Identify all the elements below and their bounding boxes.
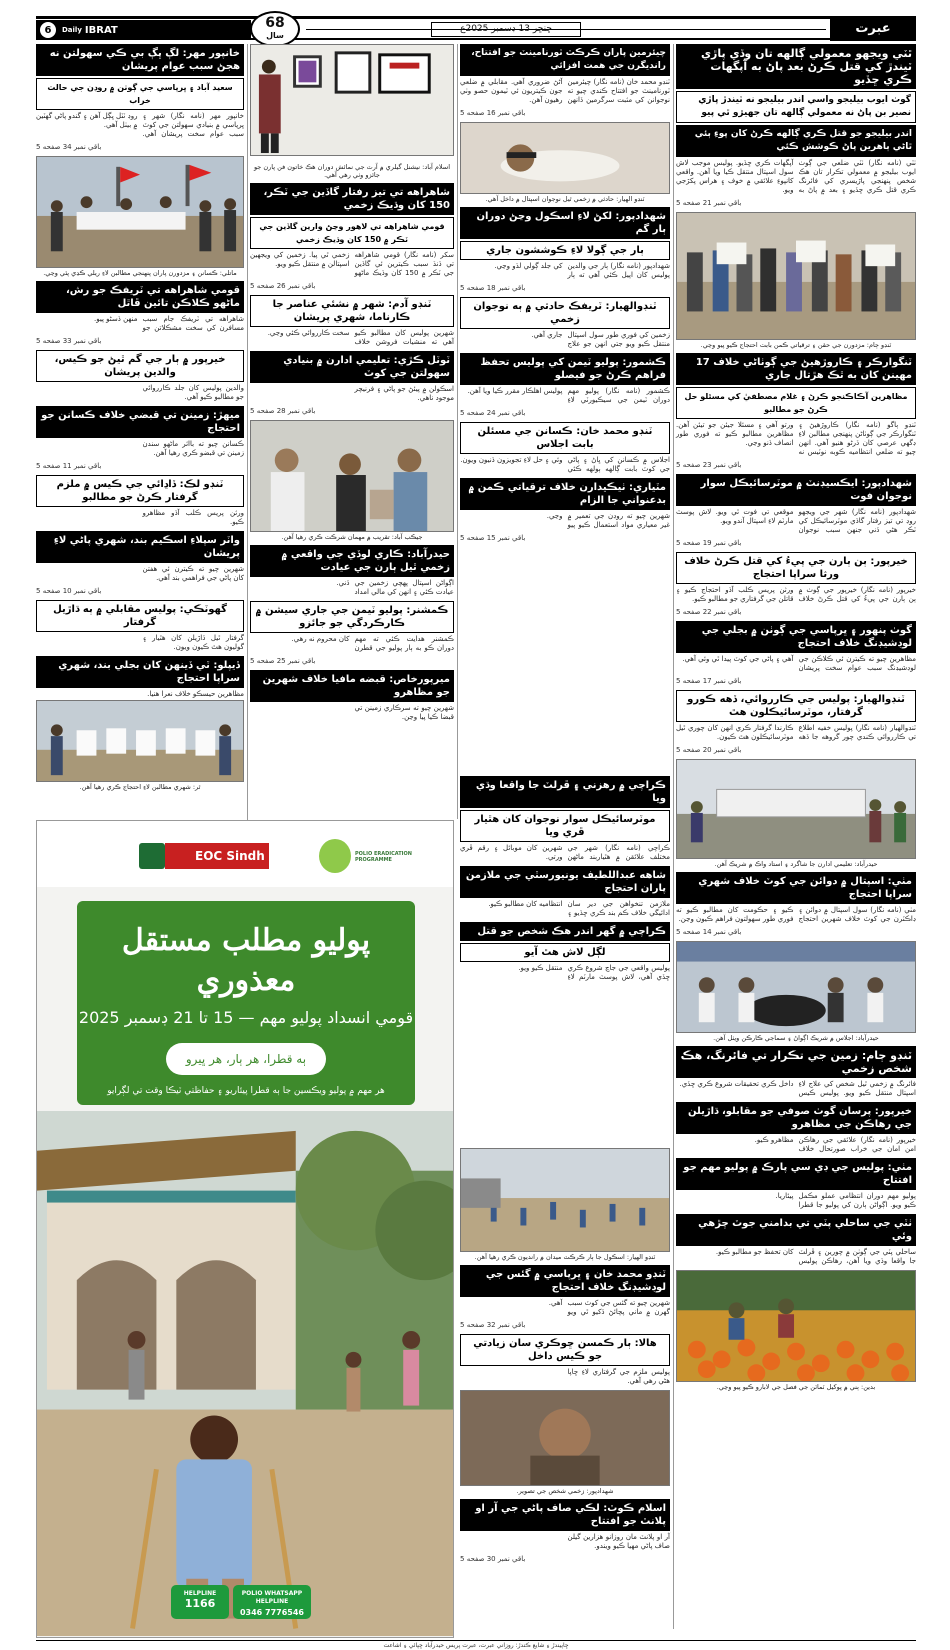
headline: شاهه عبداللطيف يونيورسٽي جي ملازمن پاران احتجاج xyxy=(460,866,670,898)
article-body: ڪسانن چيو ته بااثر ماڻهو سندن زمينن تي قبضو ڪري رهيا آهن. xyxy=(142,440,244,457)
subheadline: موٽرسائيڪل سوار نوجوان کان هٿيار ڦري ويا xyxy=(460,810,670,842)
article-body: گرفتار ٿيل ڌاڙيلن کان هٿيار ۽ گوليون هٿ ڪيون ويون. xyxy=(142,634,244,651)
headline: شاهراهه تي تيز رفتار گاڏين جي ٽڪر، 150 کان وڌيڪ زخمي xyxy=(250,183,454,215)
article-body: شهرين چيو ته گئس جي کوٽ سبب گهرن ۾ ماني پچائڻ ڏکيو ٿي ويو آهي. xyxy=(548,1299,670,1316)
article-body: زخمين کي فوري طور سول اسپتال منتقل ڪيو ويو جتي انهن جو علاج جاري آهي. xyxy=(531,331,670,348)
article-body: اجلاس ۾ ڪسانن کي ڀاڻ ۽ پاڻي جي کوٽ بابت ڳالهه ٻولهه ڪئي وئي ۽ حل لاءِ تجويزون ڏنيون ويون. xyxy=(460,456,670,473)
headline: ڪمشنر: پوليو ٽيمن جي جاري سيشن ۾ ڪارڪردگي جو جائزو xyxy=(250,601,454,633)
headline: قومي شاهراهه تي ٽريفڪ جو رش، ماڻهو ڪلاڪن تائين ڦاٿل xyxy=(36,281,244,313)
ad-slogan: ٻه قطرا، هر ٻار، هر ڀيرو xyxy=(166,1043,326,1075)
continued-label: باقي نمبر 19 صفحه 5 xyxy=(676,539,742,547)
column-3-lower xyxy=(460,776,670,986)
polio-programme-logo: POLIO ERADICATION PROGRAMME xyxy=(319,839,419,875)
headline: ڪراچي ۾ گهر اندر هڪ شخص جو قتل xyxy=(460,922,670,941)
headline: ٽنڊو آدم: شهر ۾ نشئي عناصر جا ڪارناما، شهري پريشان xyxy=(250,295,454,327)
continued-label: باقي نمبر 26 صفحه 5 xyxy=(250,282,316,290)
column-2 xyxy=(250,44,454,156)
article-body: پوليس ملزم جي گرفتاري لاءِ ڇاپا هڻي رهي آهي. xyxy=(567,1368,670,1385)
continued-label: باقي نمبر 21 صفحه 5 xyxy=(676,199,742,207)
headline: ٽنڊو محمد خان: ڪسانن جي مسئلن بابت اجلاس xyxy=(460,422,670,454)
masthead xyxy=(36,16,916,40)
headline: ٽوٽل ڪڙي: تعليمي ادارن ۾ بنيادي سهولتن جي کوٽ xyxy=(250,351,454,383)
year-label: سال xyxy=(266,31,284,40)
page-number: 6 xyxy=(40,22,56,38)
continued-label: باقي نمبر 25 صفحه 5 xyxy=(250,657,316,665)
photo-caption: حيدرآباد: اجلاس ۾ شريڪ اڳواڻ ۽ سماجي ڪارڪن ويٺل آهن. xyxy=(713,1034,879,1042)
continued-label: باقي نمبر 14 صفحه 5 xyxy=(676,928,742,936)
article-body: شهرين چيو ته ڪيترن ئي هفتن کان پاڻي جي فراهمي بند آهي. xyxy=(142,565,244,582)
article-body: شهرين چيو ته سرڪاري زمينن تي قبضا ڪيا پيا وڃن. xyxy=(354,704,454,721)
headline: ڏيپلو: ٽي ڏينهن کان بجلي بند، شهري سراپا احتجاج xyxy=(36,656,244,688)
article-body: پوليو مهم دوران انتظامي عملو مڪمل ڪيو ويو. اڳواڻن ٻارن کي پوليو جا قطرا پيئاريا. xyxy=(775,1192,916,1209)
headline: شهدادپور: ايڪسيڊنٽ ۾ موٽرسائيڪل سوار نوجوان فوت xyxy=(676,474,916,506)
headline: ٽنگوارڪر ۽ ڪاروڙهيڻ جي ڳوٺاڻي خلاف 17 مهينن کان به ٿڪ هڙتال جاري xyxy=(676,353,916,385)
news-photo xyxy=(460,1148,670,1252)
column-rule xyxy=(457,44,458,819)
article-body: ورثن پريس ڪلب آڏو مظاهرو ڪيو. xyxy=(142,509,244,526)
headline: ميهڙ: زمينن تي قبضي خلاف ڪسانن جو احتجاج xyxy=(36,406,244,438)
news-photo xyxy=(250,420,454,532)
photo-caption: بدين: ٻني ۾ پوکيل ٽماٽن جي فصل جي لابارو ڪيو پيو وڃي. xyxy=(716,1383,876,1391)
continued-label: باقي نمبر 22 صفحه 5 xyxy=(676,608,742,616)
headline: مٺي: پوليس جي ڊي سي پارڪ ۾ پوليو مهم جو افتتاح xyxy=(676,1158,916,1190)
subheadline: ٻار جي ڳولا لاءِ ڪوششون جاري xyxy=(460,241,670,260)
ad-title: پوليو مطلب مستقل معذوري xyxy=(121,923,371,998)
headline: ٿٽي ويجهو معمولي ڳالهه تان وڏي پاڙي ٽيندڙ کي قتل ڪرڻ بعد پاڻ به آپگهات ڪري ڇڏيو xyxy=(676,44,916,89)
subheadline: قومي شاهراهه تي لاهور وڃڻ وارين گاڏين جي ٽڪر ۾ 150 کان وڌيڪ زخمي xyxy=(250,217,454,249)
child-on-crutches-photo xyxy=(37,1111,453,1636)
continued-label: باقي نمبر 20 صفحه 5 xyxy=(676,746,742,754)
photo-caption: جيڪب آباد: تقريب ۾ مهمان شرڪت ڪري رهيا آهن. xyxy=(281,533,423,541)
news-photo xyxy=(676,759,916,859)
news-photo xyxy=(676,941,916,1033)
article-body: شهرين پوليس کان مطالبو ڪيو آهي ته منشيات فروشن خلاف سخت ڪارروائي ڪئي وڃي. xyxy=(267,329,454,346)
headline: خيرپور: پرسان گوٺ صوفي جو مقابلو، ڌاڙيلن جي رهاڪن جي مظاهرو xyxy=(676,1102,916,1134)
article-body: ملازمن تنخواهن جي دير سان ادائيگي خلاف ڪم بند ڪري ڇڏيو ۽ انتظاميه کان مطالبو ڪيو. xyxy=(488,900,670,917)
article-body: والدين پوليس کان جلد ڪارروائي جو مطالبو ڪيو آهي. xyxy=(142,384,244,401)
article-body: اڳواڻن اسپتال پهچي زخمين جي عيادت ڪئي ۽ انهن کي مالي امداد ڏني. xyxy=(336,579,454,596)
photo-caption: اسلام آباد: نيشنل گيلري ۾ آرٽ جي نمائش دوران هڪ خاتون فن پارن جو جائزو وٺي رهي آهي. xyxy=(253,163,451,179)
whatsapp-number: 0346 7776546 xyxy=(239,1608,304,1617)
article-body: فائرنگ ۾ زخمي ٿيل شخص کي علاج لاءِ اسپتال منتقل ڪيو ويو. پوليس ڪيس داخل ڪري تحقيقات شروع ڪري ڇڏي. xyxy=(679,1080,916,1097)
headline: واٽر سپلاءِ اسڪيم بند، شهري پاڻي لاءِ پريشان xyxy=(36,531,244,563)
subheadline: لڳل لاش هٿ آيو xyxy=(460,943,670,962)
continued-label: باقي نمبر 30 صفحه 5 xyxy=(460,1555,526,1563)
news-photo xyxy=(460,1390,670,1486)
article-body: ڪشمور (نامه نگار) پوليو مهم دوران ٽيمن جي سيڪيورٽي لاءِ پوليس اهلڪار مقرر ڪيا ويا آهن. xyxy=(467,387,670,404)
masthead-left xyxy=(36,20,251,40)
article-body: اسڪولن ۾ پيئڻ جو پاڻي ۽ فرنيچر موجود ناهي. xyxy=(354,385,454,402)
article-body: ٽنڊو ٻاگو (نامه نگار) ڪاروڙهيڻ ۽ ٽنگوارڪر جي ڳوٺاڻن پنهنجي مطالبن لاءِ ڊگهي عرصي کان ڌرڻو هنيو آهي. انهن چيو ته ضلعي انتظاميه ڪوبه نوٽيس نه ورتو آهي ۽ مسئلا جيئن جو تيئن آهن. مظاهرين مطالبو ڪيو ته فوري طور انصاف ڏنو وڃي. xyxy=(676,421,916,456)
headline: خانپور مهر: لڳ ڀڳ بي ڪي سهولتن نه هجڻ سبب عوام پريشان xyxy=(36,44,244,76)
headline: گوٺ پنهور ۽ ڀرپاسي جي ڳوٺن ۾ بجلي جي لوڊشيڊنگ خلاف احتجاج xyxy=(676,621,916,653)
continued-label: باقي نمبر 18 صفحه 5 xyxy=(460,284,526,292)
ad-header xyxy=(37,821,453,887)
headline: ڪراچي ۾ رهزني ۽ ڦرلٽ جا واقعا وڌي ويا xyxy=(460,776,670,808)
ad-message-card xyxy=(77,901,415,1105)
article-body: شاهراهه تي ٽريفڪ جام سبب مسافرن کي سخت مشڪلاتن جو منهن ڏسڻو پيو. xyxy=(94,315,244,332)
headline: هالا: ٻار ڪمسن ڇوڪري سان زيادتي جو ڪيس داخل xyxy=(460,1334,670,1366)
article-body: خانپور مهر (نامه نگار) شهر ۽ ڀرپاسي ۾ بنيادي سهولتن جي کوٽ سبب عوام سخت پريشان آهي. روڊ ٽٽل ڀڳل آهن ۽ گندو پاڻي گهٽين ۾ بيٺل آهي. xyxy=(36,112,244,138)
headline: ٽنڊو ڄام: زمين جي تڪرار تي فائرنگ، هڪ شخص زخمي xyxy=(676,1046,916,1078)
article-body: ڪراچي (نامه نگار) شهر جي مختلف علائقن ۾ هٿياربند ماڻهن شهرين کان موبائل ۽ رقم ڦري ورتي. xyxy=(460,844,670,861)
continued-label: باقي نمبر 15 صفحه 5 xyxy=(460,534,526,542)
subheadline: سعيد آباد ۽ ڀرپاسي جي ڳوٺن ۾ روڊن جي حالت خراب xyxy=(36,78,244,110)
photo-caption: شهدادپور: زخمي شخص جي تصوير. xyxy=(516,1487,614,1495)
headline: ٽنڊوالهيار: پوليس جي ڪارروائي، ڏهه ڪورو گرفتار، موٽرسائيڪلون هٿ xyxy=(676,690,916,722)
continued-label: باقي نمبر 34 صفحه 5 xyxy=(36,143,102,151)
news-photo xyxy=(676,1270,916,1382)
article-body: شهرين چيو ته روڊن جي تعمير ۾ غير معياري مواد استعمال ڪيو پيو وڃي. xyxy=(546,512,670,529)
photo-caption: حيدرآباد: تعليمي ادارن جا شاگرد ۽ استاد واڪ ۾ شريڪ آهن. xyxy=(714,860,878,868)
column-1 xyxy=(36,44,244,716)
photo-caption: ٽنڊو ڄام: مزدورن جي حقن ۽ ترقياتي ڪمن بابت احتجاج ڪيو پيو وڃي. xyxy=(700,341,892,349)
continued-label: باقي نمبر 16 صفحه 5 xyxy=(460,109,526,117)
news-photo xyxy=(460,122,670,194)
continued-label: باقي نمبر 23 صفحه 5 xyxy=(676,461,742,469)
photo-caption: ٿر: شهري مطالبن لاءِ احتجاج ڪري رهيا آهن. xyxy=(79,783,201,791)
article-body: سکر (نامه نگار) قومي شاهراهه تي ڌنڌ سبب ڪيترين ئي گاڏين جي ٽڪر ۾ 150 کان وڌيڪ ماڻهو زخمي ٿي پيا. زخمين کي ويجهين اسپتالن ۾ منتقل ڪيو ويو. xyxy=(250,251,455,277)
whatsapp-helpline-badge xyxy=(233,1585,311,1619)
news-photo xyxy=(676,212,916,340)
headline: مٺي: اسپتال ۾ دوائن جي کوٽ خلاف شهري سراپا احتجاج xyxy=(676,872,916,904)
eoc-sindh-logo: EOC Sindh xyxy=(165,843,269,869)
article-body: آر او پلانٽ مان روزانو هزارين گيلن صاف پاڻي مهيا ڪيو ويندو. xyxy=(567,1533,670,1550)
headline: شهدادپور: لکڻ لاءِ اسڪول وڃڻ دوران ٻار گم xyxy=(460,207,670,239)
headline: مٽياري: ٺيڪيدارن خلاف ترقياتي ڪمن ۾ بدعنواني جا الزام xyxy=(460,478,670,510)
article-body: ٺٽي (نامه نگار) ٺٽي ضلعي جي ڳوٺ ايوب بيليجو ۾ معمولي تڪرار تان هڪ شخص پنهنجي پاڙيسري کي فائرنگ ڪري قتل ڪري ڇڏيو ۽ بعد ۾ پاڻ به آپگهات ڪري ڇڏيو. پوليس موجب لاش سول اسپتال منتقل ڪيا ويا آهن. واقعي کانپوءِ علائقي ۾ خوف ۽ هراس پکڙجي ويو. xyxy=(676,159,916,194)
headline: ميرپورخاص: قبضه مافيا خلاف شهرين جو مظاهرو xyxy=(250,670,454,702)
subheadline: اندر بيليجو جو قتل ڪري ڳالهه ڪرڻ کان پوءِ ٻئي ٿاڻي ٻاهرين پاڻ ڪوشش ڪئي xyxy=(676,125,916,157)
ad-campaign-dates: قومي انسداد پوليو مهم — 15 تا 21 ڊسمبر 2025 xyxy=(78,1008,414,1027)
photo-caption: ٽنڊو الهيار: حادثي ۾ زخمي ٿيل نوجوان اسپتال ۾ داخل آهي. xyxy=(485,195,645,203)
news-photo xyxy=(36,156,244,268)
continued-label: باقي نمبر 33 صفحه 5 xyxy=(36,337,102,345)
column-rule xyxy=(673,44,674,1629)
headline: خيرپور ۾ ٻار جي گم ٿيڻ جو ڪيس، والدين پريشان xyxy=(36,350,244,382)
ad-photo-scene xyxy=(37,1111,453,1638)
year-number: 68 xyxy=(265,15,285,31)
polio-advertisement xyxy=(36,820,454,1638)
news-photo xyxy=(36,700,244,782)
continued-label: باقي نمبر 17 صفحه 5 xyxy=(676,677,742,685)
article-body: خيرپور (نامه نگار) خيرپور جي ڳوٺ ۾ ٻن ٻارن جي پيءُ کي قتل ڪرڻ خلاف ورثن پريس ڪلب آڏو احتجاج ڪيو ۽ قاتلن جي گرفتاري جو مطالبو ڪيو. xyxy=(676,586,916,603)
article-body: مظاهرين حيسڪو خلاف نعرا هنيا. xyxy=(147,690,244,698)
ad-note: هر مهم ۾ پوليو ويڪسين جا ٻه قطرا پيئاريو ۽ حفاظتي ٽيڪا وقت تي لڳرايو xyxy=(107,1086,385,1096)
paper-logo: عبرت xyxy=(830,16,916,41)
article-body: خيرپور (نامه نگار) علائقي جي رهاڪن امن امان جي خراب صورتحال خلاف مظاهرو ڪيو. xyxy=(754,1136,916,1153)
helpline-badge xyxy=(171,1585,229,1619)
continued-label: باقي نمبر 32 صفحه 5 xyxy=(460,1321,526,1329)
paper-name-en: IBRAT xyxy=(84,24,118,36)
headline: ٽنڊو لڪ: ڏاڍائي جي ڪيس ۾ ملزم گرفتار ڪرڻ جو مطالبو xyxy=(36,475,244,507)
headline: ٽنڊو محمد خان ۽ ڀرپاسي ۾ گئس جي لوڊشيڊنگ خلاف احتجاج xyxy=(460,1265,670,1297)
helpline-number: 1166 xyxy=(184,1597,216,1610)
photo-caption: ماتلي: ڪسانن ۽ مزدورن پاران پنهنجي مطالبن لاءِ ريلي ڪڍي پئي وڃي. xyxy=(43,269,237,277)
headline: اسلام ڪوٽ: لڪي صاف پاڻي جي آر او پلانٽ جو افتتاح xyxy=(460,1499,670,1531)
news-photo xyxy=(250,44,454,156)
column-3 xyxy=(460,44,670,547)
subheadline: گوٺ ايوب بيليجو واسي اندر بيليجو نه ٽيندڙ پاڙي نصير بن پاڻ نه معمولي ڳالهه تان جهيڙو ٿي پيو xyxy=(676,91,916,123)
headline: گهوٽڪي: پوليس مقابلي ۾ ٻه ڌاڙيل گرفتار xyxy=(36,600,244,632)
issue-date: ڇنڇر 13 ڊسمبر 2025ع xyxy=(431,22,581,37)
year-badge xyxy=(250,11,300,47)
helpline-label: HELPLINE xyxy=(183,1590,217,1597)
headline: ڪشمور: پوليو ٽيمن کي پوليس تحفظ فراهم ڪرڻ جو فيصلو xyxy=(460,353,670,385)
subheadline: مظاهرين آڪاڪنجو ڪرڻ ۽ غلام مصطفيٰ کي مسئلو حل ڪرڻ جو مطالبو xyxy=(676,387,916,419)
article-body: ڪمشنر هدايت ڪئي ته مهم دوران ڪو به ٻار پوليو جي قطرن کان محروم نه رهي. xyxy=(291,635,454,652)
continued-label: باقي نمبر 24 صفحه 5 xyxy=(460,409,526,417)
column-2-articles xyxy=(250,162,454,726)
photo-caption: ٽنڊو الهيار: اسڪول جا ٻار ڪرڪٽ ميدان ۾ رانديون ڪري رهيا آهن. xyxy=(474,1253,656,1261)
article-body: شهدادپور (نامه نگار) شهر جي ويجهو روڊ تي تيز رفتار گاڏي موٽرسائيڪل کي ٽڪر هڻي ڏني جنهن سبب نوجوان موقعي تي فوت ٿي ويو. لاش پوسٽ مارٽم لاءِ اسپتال آندو ويو. xyxy=(676,508,916,534)
article-body: ٽنڊو محمد خان (نامه نگار) چيئرمين ٽورنامينٽ جو افتتاح ڪندي چيو ته نوجوانن کي مثبت سرگرمين ڏانهن آڻڻ ضروري آهي. مقابلي ۾ ضلعي جون ڪيتريون ئي ٽيمون حصو وٺي رهيون آهن. xyxy=(460,78,670,104)
headline: خيرپور: ٻن ٻارن جي پيءُ کي قتل ڪرڻ خلاف ورثا سراپا احتجاج xyxy=(676,552,916,584)
headline: ٽنڊوالهيار: ٽريفڪ حادثي ۾ ٻه نوجوان زخمي xyxy=(460,297,670,329)
headline: چيئرمين پاران ڪرڪٽ ٽورنامينٽ جو افتتاح، رانديگرن جي همت افزائي xyxy=(460,44,670,76)
whatsapp-label: POLIO WHATSAPP HELPLINE xyxy=(241,1590,303,1605)
column-4 xyxy=(676,44,916,1395)
article-body: پوليس واقعي جي جاچ شروع ڪري ڇڏي آهي، لاش پوسٽ مارٽم لاءِ منتقل ڪيو ويو. xyxy=(518,964,670,981)
article-body: شهدادپور (نامه نگار) ٻار جي والدين پوليس کان اپيل ڪئي آهي ته ٻار کي جلد ڳولي لڌو وڃي. xyxy=(494,262,670,279)
headline: ٺٽي جي ساحلي پٽي تي بدامني جوٽ چڙهي وئي xyxy=(676,1214,916,1246)
page-footer: ڇاپيندڙ ۽ شايع ڪندڙ: روزاني عبرت، عبرت پريس حيدرآباد ڇپائي ۽ اشاعت xyxy=(36,1640,916,1649)
continued-label: باقي نمبر 28 صفحه 5 xyxy=(250,407,316,415)
article-body: مظاهرين چيو ته ڪيترن ئي ڪلاڪن جي لوڊشيڊنگ سبب عوام سخت پريشان آهي ۽ پاڻي جي کوٽ پيدا ٿي وئي آهي. xyxy=(682,655,916,672)
column-1-bottom xyxy=(36,700,244,795)
headline: حيدرآباد: ڪاري لوڏي جي واقعي ۾ زخمي ٿيل ٻارن جي عيادت xyxy=(250,545,454,577)
article-body: ٽنڊوالهيار (نامه نگار) پوليس خفيه اطلاع تي ڪارروائي ڪندي چور گروهه جا ڏهه ڪارندا گرفتار ڪري انهن کان چوري ٿيل موٽرسائيڪلون هٿ ڪيون. xyxy=(676,724,916,741)
daily-label: Daily xyxy=(62,26,82,34)
newspaper-page xyxy=(36,16,916,1638)
article-body: مٺي (نامه نگار) سول اسپتال ۾ دوائن ۽ ڊاڪٽرن جي کوٽ خلاف شهرين احتجاج ڪيو ۽ حڪومت کان مطالبو ڪيو ته فوري طور سهولتون فراهم ڪيون وڃن. xyxy=(676,906,916,923)
article-body: ساحلي پٽي جي ڳوٺن ۾ چورين ۽ ڦرلٽ جا واقعا وڌي ويا آهن، رهاڪن پوليس کان تحفظ جو مطالبو ڪيو. xyxy=(715,1248,916,1265)
continued-label: باقي نمبر 10 صفحه 5 xyxy=(36,587,102,595)
continued-label: باقي نمبر 11 صفحه 5 xyxy=(36,462,102,470)
column-3-bottom xyxy=(460,1148,670,1568)
